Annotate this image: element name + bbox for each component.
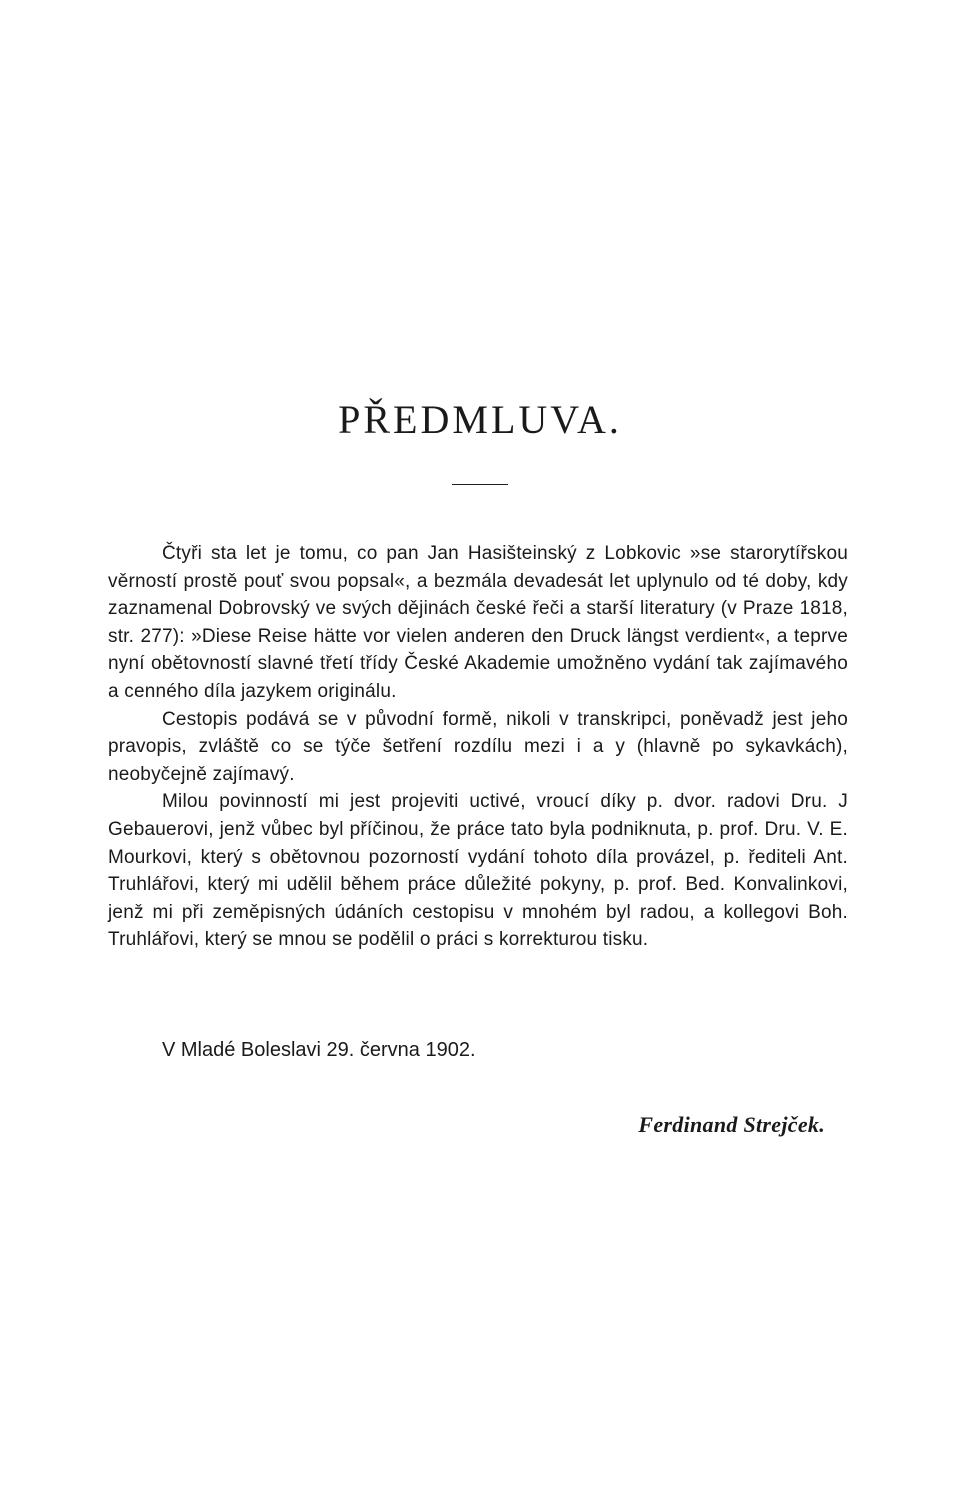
page-title: PŘEDMLUVA.	[338, 397, 622, 442]
title-divider	[452, 484, 508, 485]
preface-body	[108, 540, 848, 954]
paragraph-1: Čtyři sta let je tomu, co pan Jan Hasišteinský z Lobkovic »se starorytířskou věrností prostě pouť svou popsal«, a bezmála devadesát let uplynulo od té doby, kdy zaznamenal Dobrovský ve svých dějinách české řeči a starší literatury (v Praze 1818, str. 277): »Diese Reise hätte vor vielen anderen den Druck längst verdient«, a teprve nyní obětovností slavné třetí třídy České Akademie umožněno vydání tak zajímavého a cenného díla jazykem originálu.	[108, 543, 848, 702]
paragraph-3: Milou povinností mi jest projeviti uctivé, vroucí díky p. dvor. radovi Dru. J Gebauerovi, jenž vůbec byl příčinou, že práce tato byla podniknuta, p. prof. Dru. V. E. Mourkovi, který s obětovnou pozorností vydání tohoto díla provázel, p. řediteli Ant. Truhlářovi, který mi udělil během práce důležité pokyny, p. prof. Bed. Konvalinkovi, jenž mi při zeměpisných údáních cestopisu v mnohém byl radou, a kollegovi Boh. Truhlářovi, který se mnou se podělil o práci s korrekturou tisku.	[108, 791, 848, 951]
dateline: V Mladé Boleslavi 29. června 1902.	[162, 1039, 476, 1061]
author-signature: Ferdinand Strejček.	[638, 1112, 825, 1137]
paragraph-2: Cestopis podává se v původní formě, nikoli v transkripci, poněvadž jest jeho pravopis, zvláště co se týče šetření rozdílu mezi i a y (hlavně po sykavkách), neobyčejně zajímavý.	[108, 708, 848, 785]
